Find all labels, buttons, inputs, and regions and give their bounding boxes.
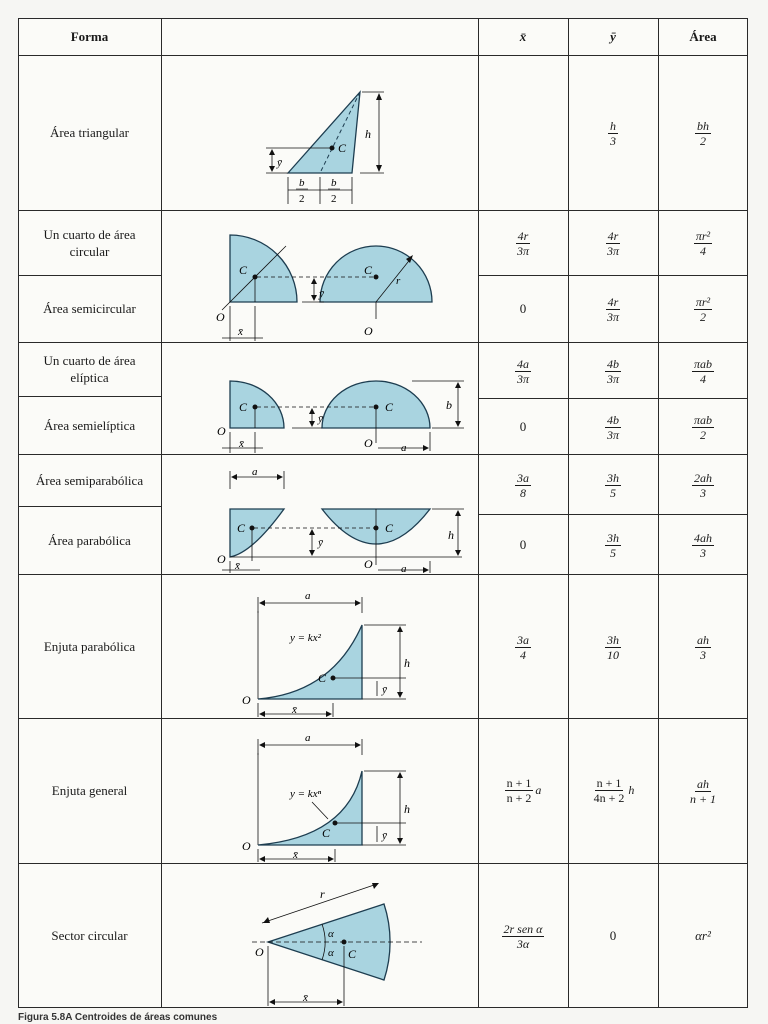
value-cell-a [658,454,748,514]
fraction [605,633,621,662]
ybar-label: ȳ [382,684,387,696]
origin-label: O [217,424,226,438]
header-ybar: ȳ [610,29,616,44]
centroid-label: C [364,263,373,277]
radius-label: r [320,887,325,901]
shape-name: Enjuta general [51,783,128,798]
fraction [692,531,714,560]
centroid-label: C [239,263,248,277]
value-cell-a [658,863,748,1007]
centroid-label: C [322,826,331,840]
angle-label: α [328,947,334,959]
value-text: 0 [519,536,527,552]
fraction-denominator: 5 [610,485,616,500]
half-base-denominator: 2 [331,193,337,205]
parabola-figure [162,455,478,574]
curve-equation: y = kx² [290,632,321,644]
semi-width-label: a [252,466,258,478]
fraction-denominator: 4 [699,371,706,386]
fraction-numerator: bh [697,119,709,133]
xbar-label: x̄ [293,849,298,861]
value-cell-y [568,574,658,718]
value-cell-x [478,454,568,514]
value-cell-x [478,718,568,863]
fraction-denominator: 3π [606,244,619,258]
triangle-figure [162,56,478,210]
figure-caption: Figura 5.8A Centroides de áreas comunes [18,1012,218,1023]
value-cell-y [568,718,658,863]
value-cell-a [658,210,748,275]
general-spandrel-figure [162,719,478,863]
fraction-denominator: 2 [700,134,706,148]
fraction [502,922,545,951]
fraction-numerator: 3h [607,632,619,647]
shape-name: Sector circular [51,927,128,943]
origin-label: O [364,324,373,338]
fraction-suffix: a [535,783,542,797]
value-cell-x [478,342,568,398]
origin-label: O [255,945,264,959]
fraction [515,633,531,662]
centroid-label: C [385,521,394,535]
header-forma: Forma [70,29,109,44]
xbar-label: x̄ [292,704,297,716]
value-cell-a [658,398,748,454]
semi-axis-a-label: a [401,442,407,454]
header-area: Área [689,29,717,44]
centroid-label: C [338,141,347,155]
fraction-numerator: 4r [607,295,619,309]
value-cell-x [478,210,568,275]
value-cell-y [568,210,658,275]
fraction-denominator: 4 [520,647,526,662]
xbar-label: x̄ [303,992,308,1004]
height-label: h [448,528,454,542]
fraction-denominator: 3 [610,134,616,148]
ybar-label: ȳ [319,288,324,300]
fraction-numerator: 4ah [694,530,712,545]
fraction-numerator: 3h [607,470,619,485]
shape-name: Área semielíptica [43,417,136,433]
origin-label: O [217,552,226,566]
fraction-numerator: πab [693,412,712,427]
radius-label: r [396,275,401,287]
table-border-bottom [18,1007,748,1008]
fraction-suffix: h [628,783,635,797]
xbar-label: x̄ [238,326,243,338]
value-cell-x [478,398,568,454]
fraction-denominator: 5 [610,545,616,560]
fraction-numerator: 3h [607,530,619,545]
shape-name: Área semiparabólica [35,472,144,488]
value-cell-a [658,275,748,342]
value-text: 0 [519,418,527,434]
value-cell-a [658,718,748,863]
fraction [515,229,531,258]
fraction [605,295,621,324]
fraction-numerator: 4r [517,229,529,243]
width-label: a [305,732,311,744]
value-cell-y [568,55,658,210]
ellipse-figure [162,343,478,454]
height-label: h [365,127,371,141]
centroid-label: C [348,947,357,961]
origin-label: O [242,693,251,707]
fraction-denominator: 3 [700,647,706,662]
fraction-numerator: ah [697,632,709,647]
ybar-label: ȳ [318,537,323,549]
centroid-table [18,18,748,1008]
shape-name: Un cuarto de área circular [43,226,136,259]
origin-label: O [242,839,251,853]
fraction [694,295,712,324]
fraction [605,413,621,442]
angle-label: α [328,928,334,940]
origin-label: O [364,557,373,571]
fraction [605,229,621,258]
value-text: 0 [519,301,527,316]
centroid-label: C [318,671,327,685]
fraction [692,471,714,500]
circular-sector-figure [162,864,478,1007]
ybar-label: ȳ [382,830,387,842]
fraction-numerator: 2ah [694,470,712,485]
fraction-numerator: n + 1 [596,776,622,790]
shape-name: Área parabólica [48,532,131,548]
parabolic-spandrel-figure [162,575,478,718]
fraction-denominator: 3π [516,244,529,258]
value-cell-y [568,342,658,398]
fraction-denominator: 3π [606,310,619,324]
shape-name: Área triangular [49,125,130,140]
origin-label: O [216,310,225,324]
shape-name: Enjuta parabólica [43,638,136,654]
origin-label: O [364,436,373,450]
value-cell-x [478,55,568,210]
fraction [692,357,714,386]
shape-name: Área semicircular [43,301,136,316]
ybar-label: ȳ [277,157,282,169]
curve-equation: y = kxⁿ [290,788,322,800]
value-cell-a [658,342,748,398]
value-cell-a [658,574,748,718]
fraction-denominator: 4n + 2 [593,791,625,805]
fraction-numerator: 2r sen α [503,921,543,936]
xbar-label: x̄ [239,438,244,450]
fraction [592,776,627,805]
ybar-label: ȳ [318,413,323,425]
fraction-numerator: 4b [606,412,619,427]
shape-name: Un cuarto de área elíptica [43,353,136,385]
value-cell-x [478,514,568,574]
fraction-denominator: 3α [516,936,530,951]
centroid-label: C [239,400,248,414]
fraction [692,413,714,442]
value-text: αr² [695,927,711,943]
fraction-numerator: 4a [516,356,529,371]
fraction-numerator: πr² [695,295,711,309]
fraction-numerator: 4r [607,229,619,243]
fraction-denominator: 8 [520,485,526,500]
fraction [605,471,621,500]
value-cell-a [658,55,748,210]
half-base-label: b [299,177,305,189]
fraction-numerator: ah [696,777,709,791]
fraction [505,776,534,805]
value-text: 0 [609,927,617,943]
fraction [695,119,711,148]
value-cell-y [568,863,658,1007]
fraction-denominator: 2 [700,310,706,324]
fraction [515,357,531,386]
fraction-denominator: n + 2 [506,791,532,805]
width-label: a [305,590,311,602]
fraction-numerator: n + 1 [506,776,532,790]
fraction-denominator: 3π [606,371,619,386]
fraction-denominator: n + 1 [689,792,717,806]
circle-figure [162,211,478,342]
value-cell-a [658,514,748,574]
half-base-denominator: 2 [299,193,305,205]
header-xbar: x̄ [519,29,527,44]
value-cell-x [478,275,568,342]
fraction-numerator: πr² [695,229,711,243]
table-border-left [18,18,19,1008]
fraction [694,229,712,258]
fraction-denominator: 4 [700,244,706,258]
fraction-denominator: 2 [699,427,706,442]
fraction-denominator: 3π [516,371,529,386]
fraction-denominator: 3 [700,545,706,560]
centroid-label: C [237,521,246,535]
value-cell-y [568,454,658,514]
fraction-numerator: πab [693,356,712,371]
centroid-label: C [385,400,394,414]
fraction [695,633,711,662]
fraction-numerator: h [610,119,616,133]
fraction-numerator: 4b [606,356,619,371]
fraction [605,357,621,386]
value-cell-x [478,863,568,1007]
xbar-label: x̄ [235,560,240,572]
semi-axis-b-label: b [446,398,452,412]
fraction-numerator: 3a [517,632,529,647]
height-label: h [404,802,410,816]
value-cell-y [568,275,658,342]
fraction-numerator: 3a [517,470,529,485]
height-label: h [404,656,410,670]
fraction [608,119,618,148]
fraction-denominator: 10 [607,647,619,662]
semi-width-label: a [401,563,407,574]
fraction [515,471,531,500]
fraction [688,777,718,806]
fraction-denominator: 3 [700,485,706,500]
fraction [605,531,621,560]
value-cell-y [568,398,658,454]
half-base-label: b [331,177,337,189]
fraction-denominator: 3π [606,427,619,442]
value-cell-x [478,574,568,718]
value-cell-y [568,514,658,574]
